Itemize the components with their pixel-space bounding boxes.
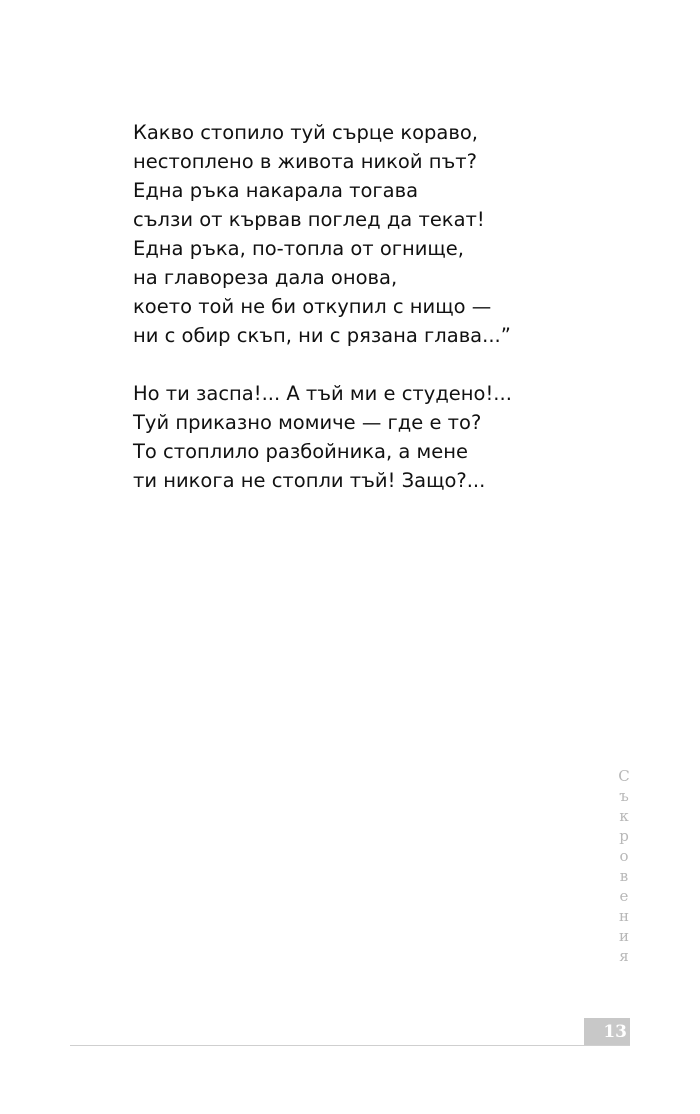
poem-line: което той не би откупил с нищо — xyxy=(133,295,492,318)
title-letter: н xyxy=(619,907,629,925)
title-letter: р xyxy=(619,827,629,845)
poem-line: Една ръка накарала тогава xyxy=(133,179,419,202)
title-letter: я xyxy=(619,947,629,965)
poem-line: Туй приказно момиче — где е то? xyxy=(133,411,482,434)
title-letter: в xyxy=(619,867,629,885)
poem-line: сълзи от кървав поглед да текат! xyxy=(133,208,485,231)
bottom-rule xyxy=(70,1045,630,1046)
title-letter: ъ xyxy=(619,787,629,805)
poem-line: нестоплено в живота никой път? xyxy=(133,150,477,173)
title-letter: и xyxy=(619,927,629,945)
poem-line: на главореза дала онова, xyxy=(133,266,398,289)
poem-line: ни с обир скъп, ни с рязана глава...” xyxy=(133,324,511,347)
title-letter: к xyxy=(619,807,629,825)
title-letter: е xyxy=(619,887,629,905)
poem-line: То стоплило разбойника, а мене xyxy=(133,440,469,463)
poem-line: Какво стопило туй сърце корaво, xyxy=(133,121,478,144)
page-number: 13 xyxy=(584,1018,630,1046)
poem-stanza-2 xyxy=(133,379,573,495)
poem-stanza-1 xyxy=(133,118,573,350)
poem-line: ти никога не стопли тъй! Защо?... xyxy=(133,469,486,492)
vertical-book-title xyxy=(612,766,636,966)
poem-line: Но ти заспа!... А тъй ми е студено!... xyxy=(133,382,512,405)
title-letter: С xyxy=(618,767,630,785)
title-letter: о xyxy=(619,847,629,865)
poem-line: Една ръка, по-топла от огнище, xyxy=(133,237,464,260)
poem xyxy=(133,118,573,495)
